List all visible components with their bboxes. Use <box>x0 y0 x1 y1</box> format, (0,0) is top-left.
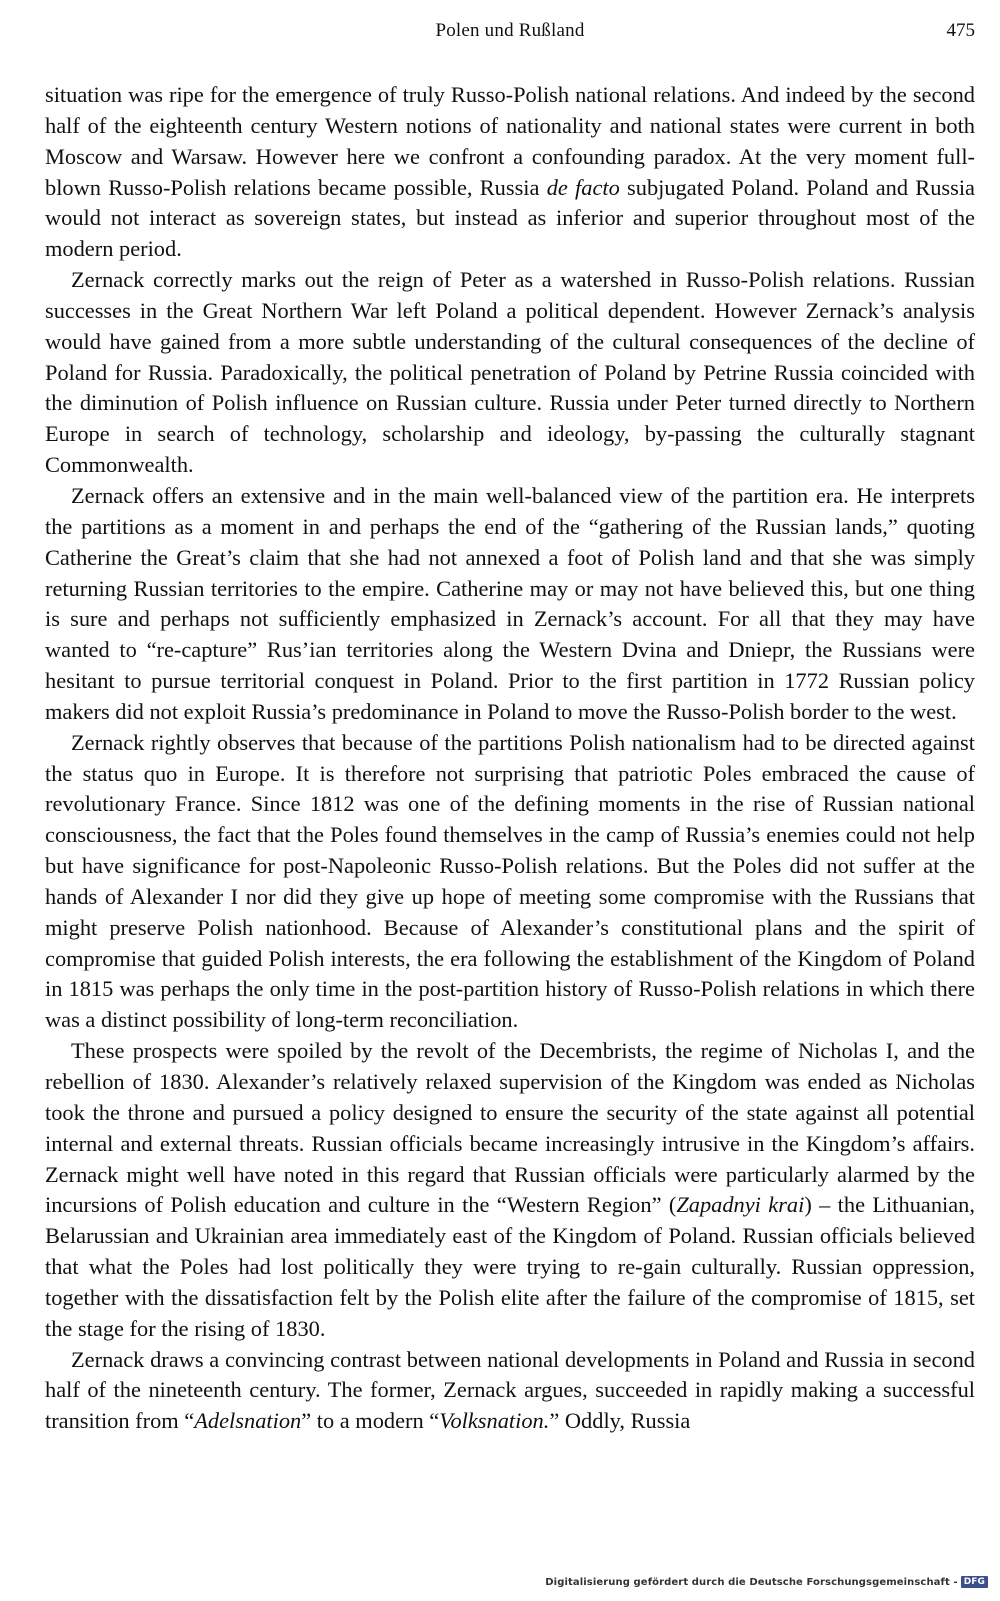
paragraph <box>45 481 975 728</box>
text-fragment: subjugated Poland. Poland and Russia would not interact as sovereign states, but instead as inferior and superior throughout most of the modern period. <box>45 174 975 262</box>
text-fragment: ) – the Lithuanian, Belarussian and Ukrainian area immediately east of the Kingdom of Poland. Russian officials believed that what the Poles had lost politically they were trying to re-gain culturally. Russian oppression, together with the dissatisfaction felt by the Polish elite after the failure of the compromise of 1815, set the stage for the rising of 1830. <box>45 1192 975 1341</box>
italic-text: de facto <box>546 174 620 200</box>
digitization-credit <box>545 1575 988 1589</box>
dfg-logo: DFG <box>961 1576 988 1588</box>
paragraph <box>45 80 975 265</box>
text-fragment: These prospects were spoiled by the revolt of the Decembrists, the regime of Nicholas I, and the rebellion of 1830. Alexander’s relatively relaxed supervision of the Kingdom was ended as Nicholas took the throne and pursued a policy designed to ensure the security of the state against all potential internal and external threats. Russian officials became increasingly intrusive in the Kingdom’s affairs. Zernack might well have noted in this regard that Russian officials were particularly alarmed by the incursions of Polish education and culture in the “Western Region” ( <box>45 1038 975 1218</box>
text-fragment: situation was ripe for the emergence of truly Russo-Polish national relations. And indeed by the second half of the eighteenth century Western notions of nationality and national states were current in both Moscow and Warsaw. However here we confront a confounding paradox. At the very moment full-blown Russo-Polish relations became possible, Russia <box>45 82 975 200</box>
page-number: 475 <box>946 20 975 41</box>
body-text <box>45 80 975 1437</box>
text-fragment: Zernack draws a convincing contrast between national developments in Poland and Russia in second half of the nineteenth century. The former, Zernack argues, succeeded in rapidly making a successful transition from “ <box>45 1346 975 1434</box>
italic-text: Adelsnation <box>194 1408 302 1434</box>
paragraph <box>45 728 975 1036</box>
paragraph <box>45 1345 975 1438</box>
italic-text: Zapadnyi krai <box>676 1192 805 1218</box>
credit-text: Digitalisierung gefördert durch die Deutsche Forschungsgemeinschaft - <box>545 1576 958 1588</box>
paragraph <box>45 265 975 481</box>
text-fragment: Zernack correctly marks out the reign of Peter as a watershed in Russo-Polish relations. Russian successes in the Great Northern War left Poland a political dependent. However Zernack’s analysis would have gained from a more subtle understanding of the cultural consequences of the decline of Poland for Russia. Paradoxically, the political penetration of Poland by Petrine Russia coincided with the diminution of Polish influence on Russian culture. Russia under Peter turned directly to Northern Europe in search of technology, scholarship and ideology, by-passing the culturally stagnant Commonwealth. <box>45 267 975 478</box>
text-fragment: Zernack offers an extensive and in the main well-balanced view of the partition era. He interprets the partitions as a moment in and perhaps the end of the “gathering of the Russian lands,” quoting Catherine the Great’s claim that she had not annexed a foot of Polish land and that she was simply returning Russian territories to the empire. Catherine may or may not have believed this, but one thing is sure and perhaps not sufficiently emphasized in Zernack’s account. For all that they may have wanted to “re-capture” Rus’ian territories along the Western Dvina and Dniepr, the Russians were hesitant to pursue territorial conquest in Poland. Prior to the first partition in 1772 Russian policy makers did not exploit Russia’s predominance in Poland to move the Russo-Polish border to the west. <box>45 482 975 724</box>
italic-text: Volksnation. <box>439 1408 550 1434</box>
text-fragment: ” to a modern “ <box>301 1408 440 1434</box>
text-fragment: Zernack rightly observes that because of the partitions Polish nationalism had to be directed against the status quo in Europe. It is therefore not surprising that patriotic Poles embraced the cause of revolutionary France. Since 1812 was one of the defining moments in the rise of Russian national consciousness, the fact that the Poles found themselves in the camp of Russia’s enemies could not help but have significance for post-Napoleonic Russo-Polish relations. But the Poles did not suffer at the hands of Alexander I nor did they give up hope of meeting some compromise with the Russians that might preserve Polish nationhood. Because of Alexander’s constitutional plans and the spirit of compromise that guided Polish interests, the era following the establishment of the Kingdom of Poland in 1815 was perhaps the only time in the post-partition history of Russo-Polish relations in which there was a distinct possibility of long-term reconciliation. <box>45 729 975 1033</box>
running-head <box>45 20 975 46</box>
text-fragment: ” Oddly, Russia <box>549 1408 691 1434</box>
paragraph <box>45 1036 975 1344</box>
running-title: Polen und Rußland <box>435 20 585 41</box>
